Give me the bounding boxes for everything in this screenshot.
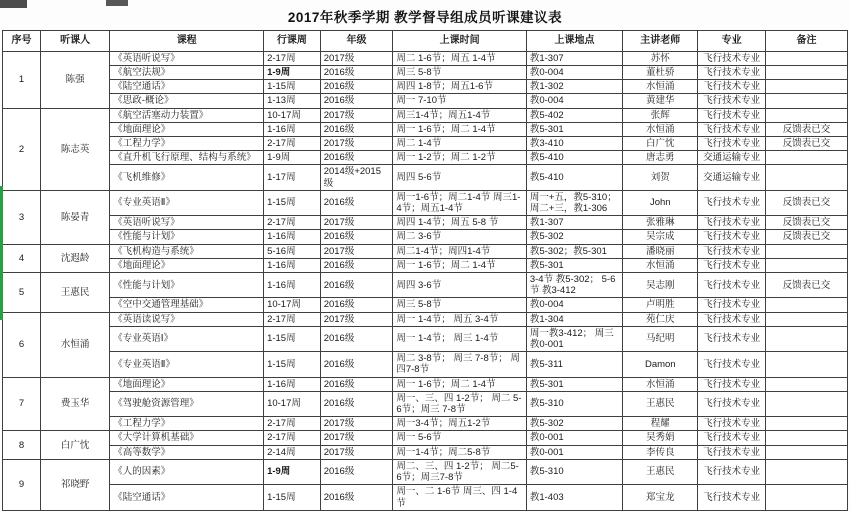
cell-teaching-weeks: 2-17周	[264, 137, 321, 151]
cell-major: 飞行技术专业	[698, 352, 766, 377]
cell-remark: 反馈表已交	[765, 273, 847, 298]
table-row	[3, 459, 848, 484]
column-header-course: 课程	[110, 31, 264, 52]
cell-serial-number: 2	[3, 108, 41, 190]
cell-serial-number: 1	[3, 51, 41, 108]
cell-class-time: 周二 1-6节；周五 1-4节	[393, 51, 527, 65]
cell-remark	[765, 391, 847, 416]
cell-class-time: 周一、二 1-6节 周三、四 1-4节	[393, 485, 527, 510]
table-row	[3, 108, 848, 122]
cell-lecturer-name: 张雅琳	[623, 216, 698, 230]
cell-class-time: 周三 5-8节	[393, 66, 527, 80]
cell-class-location: 教1-307	[526, 51, 622, 65]
cell-class-location: 教1-302	[526, 80, 622, 94]
cell-lecturer-name: Damon	[623, 352, 698, 377]
table-row	[3, 352, 848, 377]
cell-grade: 2017级	[320, 312, 393, 326]
cell-class-time: 周一 1-6节；周二 1-4节	[393, 377, 527, 391]
cell-teaching-weeks: 1-16周	[264, 273, 321, 298]
cell-teaching-weeks: 1-9周	[264, 66, 321, 80]
cell-lecturer-name: John	[623, 190, 698, 215]
cell-major: 飞行技术专业	[698, 417, 766, 431]
cell-serial-number: 9	[3, 459, 41, 510]
cell-grade: 2017级	[320, 417, 393, 431]
cell-class-time: 周二、三、四 1-2节； 周二5-6节；周三7-8节	[393, 459, 527, 484]
column-header-listener: 听课人	[41, 31, 110, 52]
cell-teaching-weeks: 5-16周	[264, 244, 321, 258]
cell-class-time: 周二1-4节；周四1-4节	[393, 244, 527, 258]
column-header-major: 专业	[698, 31, 766, 52]
cell-class-location: 教1-307	[526, 216, 622, 230]
cell-course-name: 《人的因素》	[110, 459, 264, 484]
cell-class-time: 周一 7-10节	[393, 94, 527, 108]
cell-grade: 2016级	[320, 326, 393, 351]
cell-lecturer-name: 苑仁庆	[623, 312, 698, 326]
cell-teaching-weeks: 1-9周	[264, 151, 321, 165]
table-row	[3, 190, 848, 215]
table-row	[3, 258, 848, 272]
page-title: 2017年秋季学期 教学督导组成员听课建议表	[287, 10, 563, 25]
table-row	[3, 244, 848, 258]
cell-remark	[765, 312, 847, 326]
cell-remark: 反馈表已交	[765, 122, 847, 136]
cell-listener-name: 祁晓野	[41, 459, 110, 510]
cell-class-location: 教3-410	[526, 137, 622, 151]
cell-class-time: 周四 1-8节；周五1-6节	[393, 80, 527, 94]
cell-lecturer-name: 水恒涌	[623, 377, 698, 391]
cell-grade: 2017级	[320, 445, 393, 459]
observation-schedule-table	[2, 30, 848, 511]
cell-teaching-weeks: 1-16周	[264, 122, 321, 136]
cell-grade: 2017级	[320, 51, 393, 65]
cell-major: 交通运输专业	[698, 165, 766, 190]
cell-course-name: 《英语读说写》	[110, 312, 264, 326]
cell-lecturer-name: 王惠民	[623, 459, 698, 484]
table-row	[3, 326, 848, 351]
column-header-grade: 年级	[320, 31, 393, 52]
cell-lecturer-name: 吴秀娟	[623, 431, 698, 445]
cell-class-location: 教1-304	[526, 312, 622, 326]
cell-course-name: 《性能与计划》	[110, 273, 264, 298]
cell-remark	[765, 66, 847, 80]
cell-major: 交通运输专业	[698, 151, 766, 165]
cell-class-location: 教5-310	[526, 391, 622, 416]
cell-remark: 反馈表已交	[765, 190, 847, 215]
screenshot-artifact-top-left	[0, 0, 27, 8]
table-row	[3, 151, 848, 165]
cell-major: 飞行技术专业	[698, 391, 766, 416]
cell-grade: 2016级	[320, 94, 393, 108]
cell-class-location: 教5-301	[526, 258, 622, 272]
cell-course-name: 《陆空通话》	[110, 485, 264, 510]
cell-class-time: 周二 3-8节； 周三 7-8节； 周四7-8节	[393, 352, 527, 377]
cell-course-name: 《专业英语Ⅰ》	[110, 326, 264, 351]
cell-serial-number: 3	[3, 190, 41, 244]
cell-serial-number: 6	[3, 312, 41, 377]
table-row	[3, 445, 848, 459]
cell-major: 飞行技术专业	[698, 326, 766, 351]
cell-serial-number: 5	[3, 273, 41, 313]
cell-class-location: 教0-004	[526, 66, 622, 80]
cell-teaching-weeks: 1-16周	[264, 377, 321, 391]
table-row	[3, 273, 848, 298]
cell-remark	[765, 151, 847, 165]
cell-grade: 2016级	[320, 298, 393, 312]
cell-major: 飞行技术专业	[698, 431, 766, 445]
cell-lecturer-name: 董杜骄	[623, 66, 698, 80]
cell-class-location: 教5-302；教5-301	[526, 244, 622, 258]
cell-remark	[765, 258, 847, 272]
cell-class-location: 教5-310	[526, 459, 622, 484]
cell-major: 飞行技术专业	[698, 445, 766, 459]
cell-lecturer-name: 水恒涌	[623, 80, 698, 94]
cell-grade: 2017级	[320, 108, 393, 122]
cell-grade: 2016级	[320, 273, 393, 298]
cell-teaching-weeks: 1-15周	[264, 485, 321, 510]
cell-remark	[765, 94, 847, 108]
cell-teaching-weeks: 2-17周	[264, 51, 321, 65]
cell-grade: 2016级	[320, 66, 393, 80]
cell-course-name: 《驾驶舱资源管理》	[110, 391, 264, 416]
cell-serial-number: 4	[3, 244, 41, 272]
cell-class-location: 教0-001	[526, 431, 622, 445]
table-row	[3, 216, 848, 230]
cell-lecturer-name: 白广忱	[623, 137, 698, 151]
cell-remark	[765, 485, 847, 510]
cell-class-location: 教5-302	[526, 417, 622, 431]
cell-major: 飞行技术专业	[698, 298, 766, 312]
cell-major: 飞行技术专业	[698, 80, 766, 94]
cell-course-name: 《工程力学》	[110, 137, 264, 151]
cell-remark	[765, 431, 847, 445]
cell-class-time: 周一1-4节；周二5-8节	[393, 445, 527, 459]
table-row	[3, 80, 848, 94]
cell-course-name: 《航空活塞动力装置》	[110, 108, 264, 122]
cell-course-name: 《大学计算机基础》	[110, 431, 264, 445]
cell-class-location: 周一+五，教5-310；周二+三，教1-306	[526, 190, 622, 215]
cell-class-time: 周一3-4节；周五1-2节	[393, 417, 527, 431]
cell-remark	[765, 445, 847, 459]
cell-major: 飞行技术专业	[698, 108, 766, 122]
cell-class-time: 周一、三、四 1-2节； 周二 5-6节；周三 7-8节	[393, 391, 527, 416]
cell-class-location: 教0-001	[526, 445, 622, 459]
cell-remark	[765, 326, 847, 351]
cell-lecturer-name: 王惠民	[623, 391, 698, 416]
cell-lecturer-name: 程耀	[623, 417, 698, 431]
table-row	[3, 417, 848, 431]
cell-major: 飞行技术专业	[698, 51, 766, 65]
cell-teaching-weeks: 1-16周	[264, 230, 321, 244]
cell-lecturer-name: 郑宝龙	[623, 485, 698, 510]
cell-course-name: 《专业英语Ⅱ》	[110, 190, 264, 215]
cell-class-time: 周三 5-8节	[393, 298, 527, 312]
cell-class-location: 教5-301	[526, 377, 622, 391]
cell-teaching-weeks: 10-17周	[264, 391, 321, 416]
cell-grade: 2016级	[320, 459, 393, 484]
cell-course-name: 《地面理论》	[110, 122, 264, 136]
cell-course-name: 《飞机维修》	[110, 165, 264, 190]
cell-course-name: 《直升机飞行原理、结构与系统》	[110, 151, 264, 165]
column-header-weeks: 行课周	[264, 31, 321, 52]
cell-class-time: 周一 1-6节；周二 1-4节	[393, 258, 527, 272]
cell-course-name: 《高等数学》	[110, 445, 264, 459]
cell-major: 飞行技术专业	[698, 459, 766, 484]
cell-serial-number: 7	[3, 377, 41, 431]
cell-class-location: 教0-004	[526, 94, 622, 108]
cell-class-time: 周一 1-2节；周二 1-2节	[393, 151, 527, 165]
cell-course-name: 《空中交通管理基础》	[110, 298, 264, 312]
cell-teaching-weeks: 2-17周	[264, 417, 321, 431]
cell-major: 飞行技术专业	[698, 216, 766, 230]
table-row	[3, 485, 848, 510]
column-header-teacher: 主讲老师	[623, 31, 698, 52]
cell-class-location: 教5-311	[526, 352, 622, 377]
cell-major: 飞行技术专业	[698, 244, 766, 258]
cell-listener-name: 沈遐龄	[41, 244, 110, 272]
cell-lecturer-name: 吴志刚	[623, 273, 698, 298]
cell-course-name: 《飞机构造与系统》	[110, 244, 264, 258]
table-row	[3, 312, 848, 326]
cell-course-name: 《英语听说写》	[110, 51, 264, 65]
cell-class-time: 周一 5-6节	[393, 431, 527, 445]
cell-listener-name: 陈晏青	[41, 190, 110, 244]
cell-course-name: 《专业英语Ⅱ》	[110, 352, 264, 377]
cell-teaching-weeks: 2-17周	[264, 431, 321, 445]
table-row	[3, 137, 848, 151]
column-header-no: 序号	[3, 31, 41, 52]
cell-course-name: 《航空法规》	[110, 66, 264, 80]
cell-grade: 2016级	[320, 258, 393, 272]
cell-lecturer-name: 水恒涌	[623, 258, 698, 272]
cell-class-location: 教5-302	[526, 230, 622, 244]
cell-grade: 2016级	[320, 190, 393, 215]
cell-class-time: 周二 3-6节	[393, 230, 527, 244]
cell-grade: 2016级	[320, 230, 393, 244]
cell-remark	[765, 51, 847, 65]
cell-grade: 2016级	[320, 485, 393, 510]
cell-major: 飞行技术专业	[698, 66, 766, 80]
table-row	[3, 431, 848, 445]
cell-lecturer-name: 刘贺	[623, 165, 698, 190]
cell-major: 飞行技术专业	[698, 122, 766, 136]
cell-class-time: 周四 3-6节	[393, 273, 527, 298]
cell-teaching-weeks: 1-13周	[264, 94, 321, 108]
cell-grade: 2017级	[320, 137, 393, 151]
cell-lecturer-name: 水恒涌	[623, 122, 698, 136]
cell-lecturer-name: 李传良	[623, 445, 698, 459]
cell-remark	[765, 244, 847, 258]
cell-major: 飞行技术专业	[698, 258, 766, 272]
cell-remark	[765, 80, 847, 94]
cell-teaching-weeks: 1-15周	[264, 190, 321, 215]
cell-teaching-weeks: 1-17周	[264, 165, 321, 190]
cell-course-name: 《陆空通话》	[110, 80, 264, 94]
cell-serial-number: 8	[3, 431, 41, 459]
cell-course-name: 《地面理论》	[110, 258, 264, 272]
cell-teaching-weeks: 10-17周	[264, 108, 321, 122]
cell-lecturer-name: 马纪明	[623, 326, 698, 351]
cell-major: 飞行技术专业	[698, 273, 766, 298]
cell-class-time: 周一 1-6节；周二 1-4节	[393, 122, 527, 136]
table-row	[3, 165, 848, 190]
cell-course-name: 《思政-概论》	[110, 94, 264, 108]
cell-class-time: 周二 1-4节	[393, 137, 527, 151]
cell-class-location: 教5-301	[526, 122, 622, 136]
cell-remark	[765, 377, 847, 391]
table-row	[3, 377, 848, 391]
cell-teaching-weeks: 2-14周	[264, 445, 321, 459]
cell-teaching-weeks: 1-16周	[264, 258, 321, 272]
cell-major: 飞行技术专业	[698, 94, 766, 108]
cell-grade: 2017级	[320, 431, 393, 445]
cell-listener-name: 陈志英	[41, 108, 110, 190]
cell-teaching-weeks: 1-15周	[264, 326, 321, 351]
cell-class-time: 周一1-6节；周二1-4节 周三1-4节；周五1-4节	[393, 190, 527, 215]
cell-teaching-weeks: 10-17周	[264, 298, 321, 312]
cell-class-location: 教0-004	[526, 298, 622, 312]
table-row	[3, 51, 848, 65]
cell-teaching-weeks: 1-9周	[264, 459, 321, 484]
table-header-row	[3, 31, 848, 52]
cell-lecturer-name: 唐志勇	[623, 151, 698, 165]
cell-class-location: 教1-403	[526, 485, 622, 510]
cell-class-time: 周一 1-4节； 周五 3-4节	[393, 312, 527, 326]
cell-remark	[765, 417, 847, 431]
cell-class-time: 周四 5-6节	[393, 165, 527, 190]
column-header-note: 备注	[765, 31, 847, 52]
cell-grade: 2017级	[320, 216, 393, 230]
cell-lecturer-name: 吴宗成	[623, 230, 698, 244]
cell-listener-name: 王惠民	[41, 273, 110, 313]
cell-course-name: 《性能与计划》	[110, 230, 264, 244]
cell-lecturer-name: 潘晓丽	[623, 244, 698, 258]
cell-grade: 2016级	[320, 151, 393, 165]
cell-major: 飞行技术专业	[698, 190, 766, 215]
table-row	[3, 66, 848, 80]
cell-remark	[765, 108, 847, 122]
cell-grade: 2016级	[320, 352, 393, 377]
cell-course-name: 《地面理论》	[110, 377, 264, 391]
cell-listener-name: 白广忱	[41, 431, 110, 459]
cell-lecturer-name: 黄建华	[623, 94, 698, 108]
cell-class-location: 教5-402	[526, 108, 622, 122]
cell-course-name: 《英语听说写》	[110, 216, 264, 230]
cell-grade: 2017级	[320, 244, 393, 258]
cell-major: 飞行技术专业	[698, 137, 766, 151]
cell-class-time: 周三1-4节；周五1-4节	[393, 108, 527, 122]
cell-remark: 反馈表已交	[765, 216, 847, 230]
table-row	[3, 298, 848, 312]
cell-class-location: 3-4节 教5-302； 5-6节 教3-412	[526, 273, 622, 298]
column-header-location: 上课地点	[526, 31, 622, 52]
cell-listener-name: 水恒涌	[41, 312, 110, 377]
cell-class-time: 周一 1-4节； 周三 1-4节	[393, 326, 527, 351]
cell-class-location: 周一教3-412； 周三教0-001	[526, 326, 622, 351]
cell-remark	[765, 459, 847, 484]
screenshot-artifact-top-middle	[106, 0, 128, 6]
cell-grade: 2016级	[320, 122, 393, 136]
cell-class-location: 教5-410	[526, 165, 622, 190]
cell-major: 飞行技术专业	[698, 230, 766, 244]
column-header-time: 上课时间	[393, 31, 527, 52]
cell-listener-name: 费玉华	[41, 377, 110, 431]
cell-course-name: 《工程力学》	[110, 417, 264, 431]
cell-grade: 2016级	[320, 80, 393, 94]
cell-class-time: 周四 1-4节；周五 5-8 节	[393, 216, 527, 230]
cell-remark	[765, 352, 847, 377]
cell-major: 飞行技术专业	[698, 312, 766, 326]
cell-remark	[765, 298, 847, 312]
cell-grade: 2016级	[320, 391, 393, 416]
cell-class-location: 教5-410	[526, 151, 622, 165]
cell-remark: 反馈表已交	[765, 137, 847, 151]
table-row	[3, 230, 848, 244]
table-row	[3, 391, 848, 416]
cell-teaching-weeks: 2-17周	[264, 216, 321, 230]
cell-grade: 2016级	[320, 377, 393, 391]
cell-remark: 反馈表已交	[765, 230, 847, 244]
cell-lecturer-name: 苏怀	[623, 51, 698, 65]
cell-major: 飞行技术专业	[698, 377, 766, 391]
cell-lecturer-name: 卢明胜	[623, 298, 698, 312]
table-row	[3, 94, 848, 108]
table-row	[3, 122, 848, 136]
cell-lecturer-name: 张辉	[623, 108, 698, 122]
cell-teaching-weeks: 2-17周	[264, 312, 321, 326]
cell-major: 飞行技术专业	[698, 485, 766, 510]
cell-grade: 2014级+2015级	[320, 165, 393, 190]
cell-listener-name: 陈强	[41, 51, 110, 108]
cell-teaching-weeks: 1-15周	[264, 80, 321, 94]
cell-remark	[765, 165, 847, 190]
cell-teaching-weeks: 1-15周	[264, 352, 321, 377]
row-selection-marker	[0, 186, 3, 320]
